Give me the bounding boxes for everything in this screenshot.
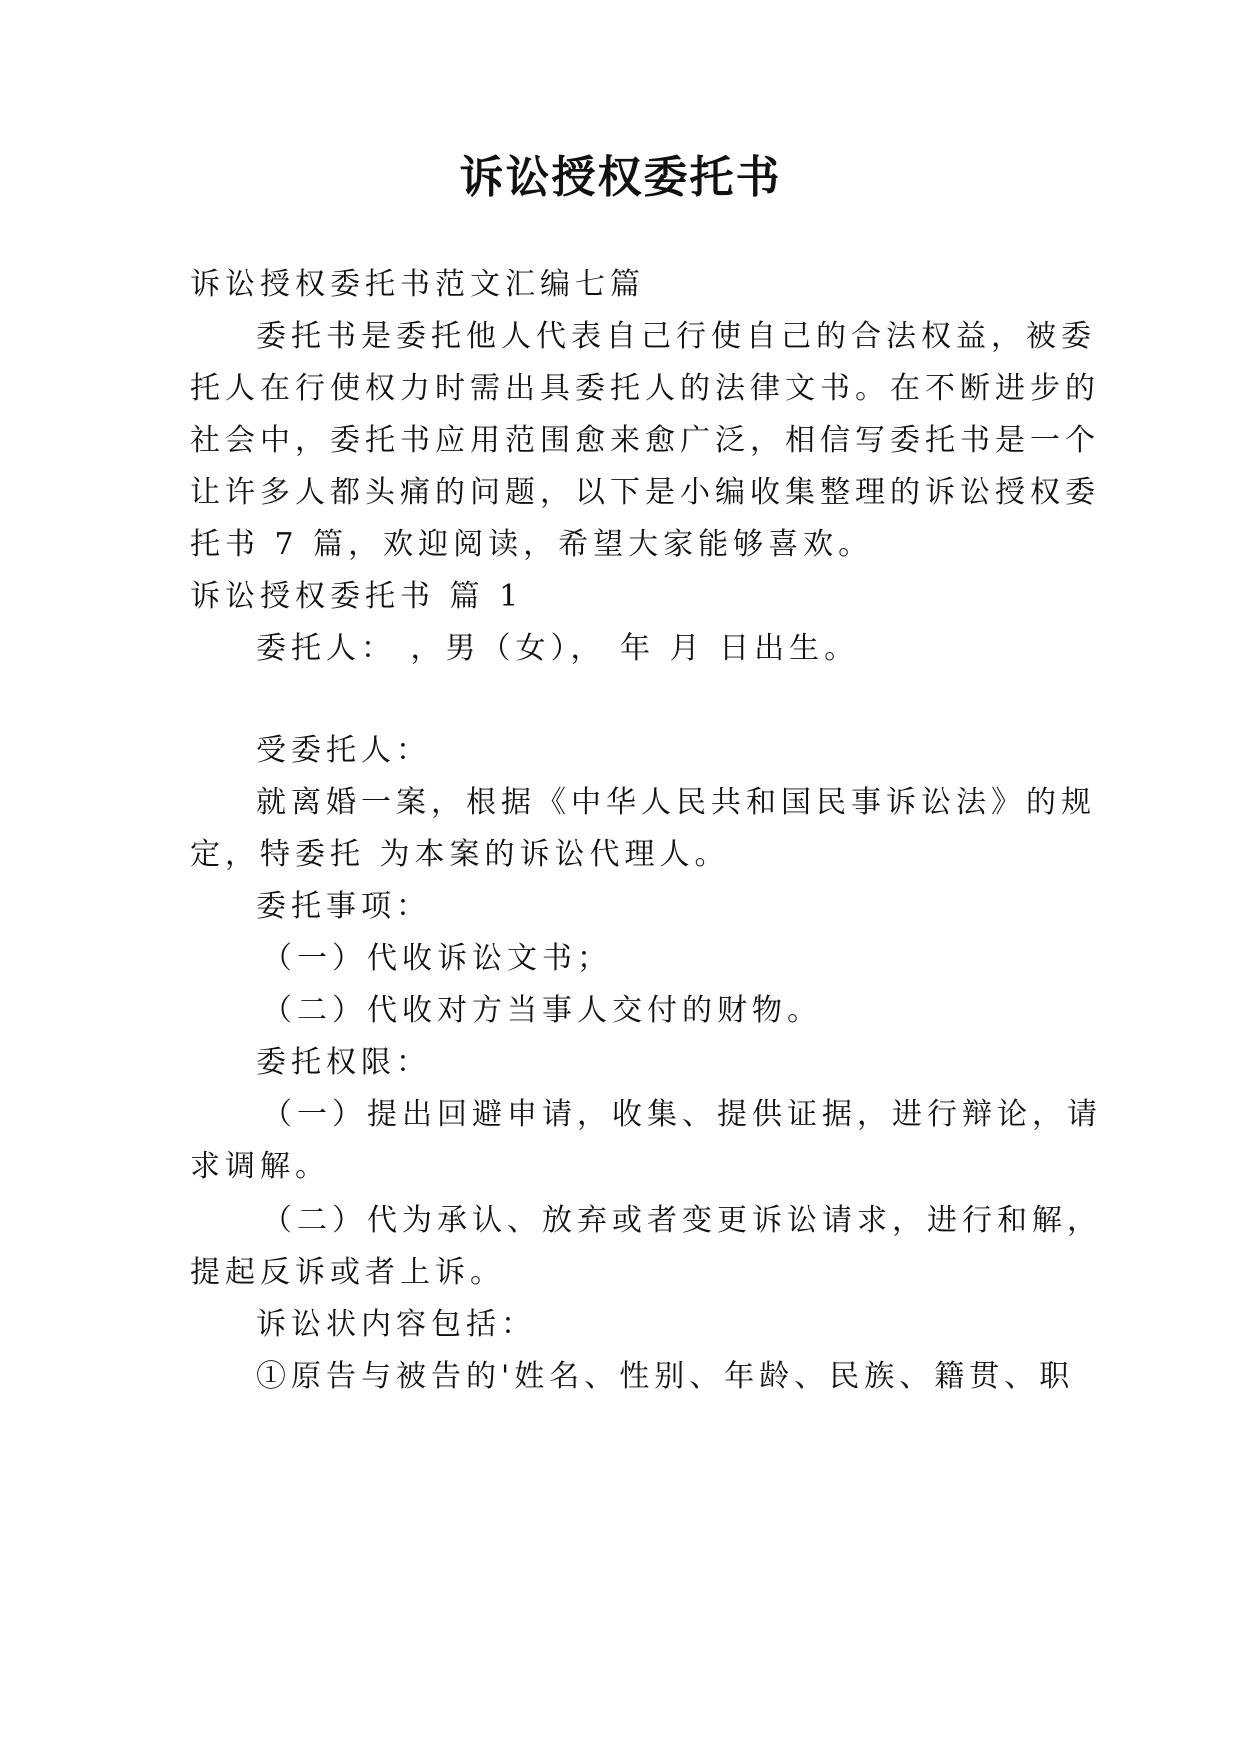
paragraph-line: 让许多人都头痛的问题，以下是小编收集整理的诉讼授权委 (190, 475, 1100, 510)
paragraph-line: 定，特委托 为本案的诉讼代理人。 (190, 837, 730, 872)
paragraph-line: 委托书是委托他人代表自己行使自己的合法权益，被委 (256, 319, 1096, 354)
paragraph-line: 诉讼状内容包括： (256, 1307, 536, 1342)
paragraph-line: 委托事项： (256, 889, 431, 924)
paragraph-line: 受委托人： (256, 733, 431, 768)
paragraph-line: 托人在行使权力时需出具委托人的法律文书。在不断进步的 (190, 371, 1100, 406)
paragraph-line: 提起反诉或者上诉。 (190, 1255, 505, 1290)
paragraph-line: 托书 7 篇，欢迎阅读，希望大家能够喜欢。 (190, 527, 874, 562)
paragraph-line: 委托人： ，男（女）， 年 月 日出生。 (256, 631, 860, 666)
list-item: （一）代收诉讼文书； (262, 941, 612, 976)
list-item: （二）代收对方当事人交付的财物。 (262, 993, 822, 1028)
paragraph-line: 就离婚一案，根据《中华人民共和国民事诉讼法》的规 (256, 785, 1096, 820)
subtitle-line: 诉讼授权委托书范文汇编七篇 (190, 267, 645, 302)
paragraph-line: 求调解。 (190, 1149, 330, 1184)
paragraph-line: ①原告与被告的'姓名、性别、年龄、民族、籍贯、职 (256, 1359, 1075, 1394)
document-title: 诉讼授权委托书 (459, 152, 782, 203)
list-item: （二）代为承认、放弃或者变更诉讼请求，进行和解， (262, 1203, 1102, 1238)
paragraph-line: 社会中，委托书应用范围愈来愈广泛，相信写委托书是一个 (190, 423, 1100, 458)
paragraph-line: 委托权限： (256, 1045, 431, 1080)
list-item: （一）提出回避申请，收集、提供证据，进行辩论，请 (262, 1097, 1102, 1132)
section-heading: 诉讼授权委托书 篇 1 (190, 579, 524, 614)
